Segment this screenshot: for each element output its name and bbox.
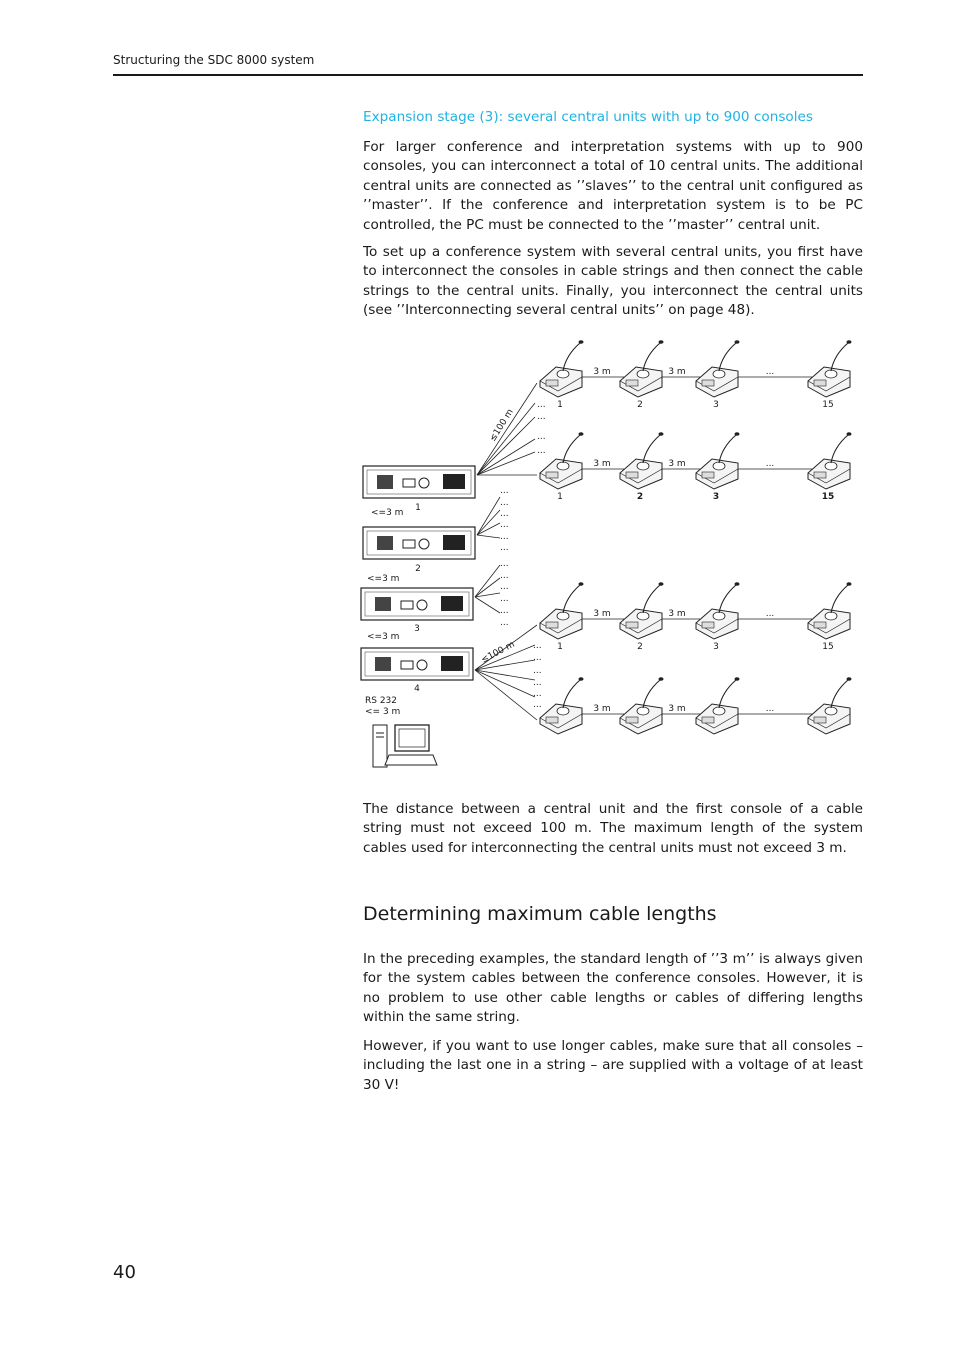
- string-limit-label: ≤100 m: [479, 639, 517, 666]
- paragraph-intro: For larger conference and interpretation systems with up to 900 consoles, you can interconnect a total of 10 central units. The additional central units are connected as ’’slaves’’ to the central unit configured as ’’master’’. If the conference and interpretation system is to be PC controlled, the PC must be connected to the ’’master’’ central unit.: [363, 139, 863, 233]
- unit-link-label: <=3 m: [367, 632, 400, 642]
- conference-console-icon: [620, 582, 664, 639]
- paragraph-voltage: However, if you want to use longer cables, make sure that all consoles – including the last one in a string – are supplied with a voltage of at least 30 V!: [363, 1038, 863, 1093]
- svg-text:...: ...: [500, 582, 509, 592]
- conference-console-icon: [620, 432, 664, 489]
- console-number: 3: [713, 642, 719, 652]
- console-number: 2: [637, 642, 643, 652]
- ellipsis-label: ...: [765, 609, 775, 619]
- conference-console-icon: [808, 340, 852, 397]
- conference-console-icon: [696, 677, 740, 734]
- unit-link-label: <=3 m: [367, 574, 400, 584]
- paragraph-setup: To set up a conference system with several central units, you first have to interconnect the consoles in cable strings and then connect the cable strings to the central units. Finally, you interconnect the central units (see ’’Interconnecting several central units’’ on page 48).: [363, 244, 863, 319]
- console-number: 2: [636, 492, 644, 502]
- segment-label: 3 m: [668, 609, 686, 619]
- cable-fan: [475, 565, 500, 613]
- segment-label: 3 m: [593, 609, 611, 619]
- conference-console-icon: [540, 582, 584, 639]
- section-heading: Determining maximum cable lengths: [363, 903, 717, 925]
- cable-fan: [475, 625, 537, 720]
- segment-label: 3 m: [668, 704, 686, 714]
- svg-text:...: ...: [533, 700, 542, 710]
- console-number: 1: [557, 642, 563, 652]
- console-strings: [540, 340, 852, 734]
- console-number: 1: [557, 492, 563, 502]
- string-limit-label: ≤100 m: [488, 407, 516, 444]
- conference-console-icon: [808, 432, 852, 489]
- svg-text:...: ...: [500, 509, 509, 519]
- paragraph-distance: The distance between a central unit and the first console of a cable string must not exceed 100 m. The maximum length of the system cables used for interconnecting the central units must not exceed 3 m.: [363, 801, 863, 856]
- conference-console-icon: [808, 582, 852, 639]
- svg-text:...: ...: [500, 520, 509, 530]
- conference-console-icon: [540, 432, 584, 489]
- svg-text:...: ...: [500, 498, 509, 508]
- console-number: 15: [822, 400, 834, 410]
- conference-console-icon: [540, 677, 584, 734]
- segment-label: 3 m: [593, 367, 611, 377]
- svg-text:...: ...: [533, 641, 542, 651]
- segment-label: 3 m: [668, 367, 686, 377]
- svg-text:...: ...: [500, 532, 509, 542]
- console-number: 15: [821, 492, 835, 502]
- unit-number: 1: [415, 503, 421, 513]
- console-number: 3: [713, 400, 719, 410]
- svg-text:...: ...: [537, 446, 546, 456]
- central-unit: [361, 648, 473, 680]
- console-number: 15: [822, 642, 834, 652]
- svg-text:...: ...: [500, 571, 509, 581]
- pc-link-label: <= 3 m: [365, 707, 401, 717]
- conference-console-icon: [620, 677, 664, 734]
- unit-number: 3: [414, 624, 420, 634]
- svg-text:...: ...: [537, 412, 546, 422]
- ellipsis-label: ...: [765, 459, 775, 469]
- computer-icon: [373, 725, 437, 767]
- cable-fan: [477, 383, 537, 475]
- conference-console-icon: [696, 432, 740, 489]
- conference-console-icon: [696, 340, 740, 397]
- unit-number: 2: [415, 564, 421, 574]
- svg-text:...: ...: [537, 432, 546, 442]
- system-diagram: [355, 335, 865, 775]
- ellipsis-label: ...: [765, 367, 775, 377]
- page-number: 40: [113, 1262, 136, 1283]
- console-number: 2: [637, 400, 643, 410]
- svg-text:...: ...: [500, 606, 509, 616]
- console-number: 3: [712, 492, 720, 502]
- conference-console-icon: [620, 340, 664, 397]
- svg-text:...: ...: [500, 594, 509, 604]
- ellipsis-label: ...: [765, 704, 775, 714]
- paragraph-cable-length: In the preceding examples, the standard length of ’’3 m’’ is always given for the system cables between the conference consoles. However, it is no problem to use other cable lengths or cables of differing lengths within the same string.: [363, 951, 863, 1026]
- console-number: 1: [557, 400, 563, 410]
- unit-link-label: <=3 m: [371, 508, 404, 518]
- central-unit: [363, 527, 475, 559]
- svg-text:...: ...: [533, 678, 542, 688]
- unit-number: 4: [414, 684, 420, 694]
- svg-text:...: ...: [533, 666, 542, 676]
- svg-text:...: ...: [533, 653, 542, 663]
- conference-console-icon: [696, 582, 740, 639]
- svg-text:...: ...: [500, 543, 509, 553]
- conference-console-icon: [540, 340, 584, 397]
- subheading: Expansion stage (3): several central units with up to 900 consoles: [363, 109, 813, 125]
- segment-label: 3 m: [593, 459, 611, 469]
- running-head: Structuring the SDC 8000 system: [113, 53, 315, 67]
- svg-text:...: ...: [533, 689, 542, 699]
- rs232-label: RS 232: [365, 696, 398, 706]
- segment-label: 3 m: [668, 459, 686, 469]
- svg-text:...: ...: [500, 618, 509, 628]
- cable-fan: [477, 497, 500, 538]
- segment-label: 3 m: [593, 704, 611, 714]
- svg-text:...: ...: [500, 486, 509, 496]
- svg-text:...: ...: [537, 400, 546, 410]
- header-rule: [113, 74, 863, 76]
- central-unit: [361, 588, 473, 620]
- central-unit: [363, 466, 475, 498]
- svg-text:...: ...: [500, 559, 509, 569]
- conference-console-icon: [808, 677, 852, 734]
